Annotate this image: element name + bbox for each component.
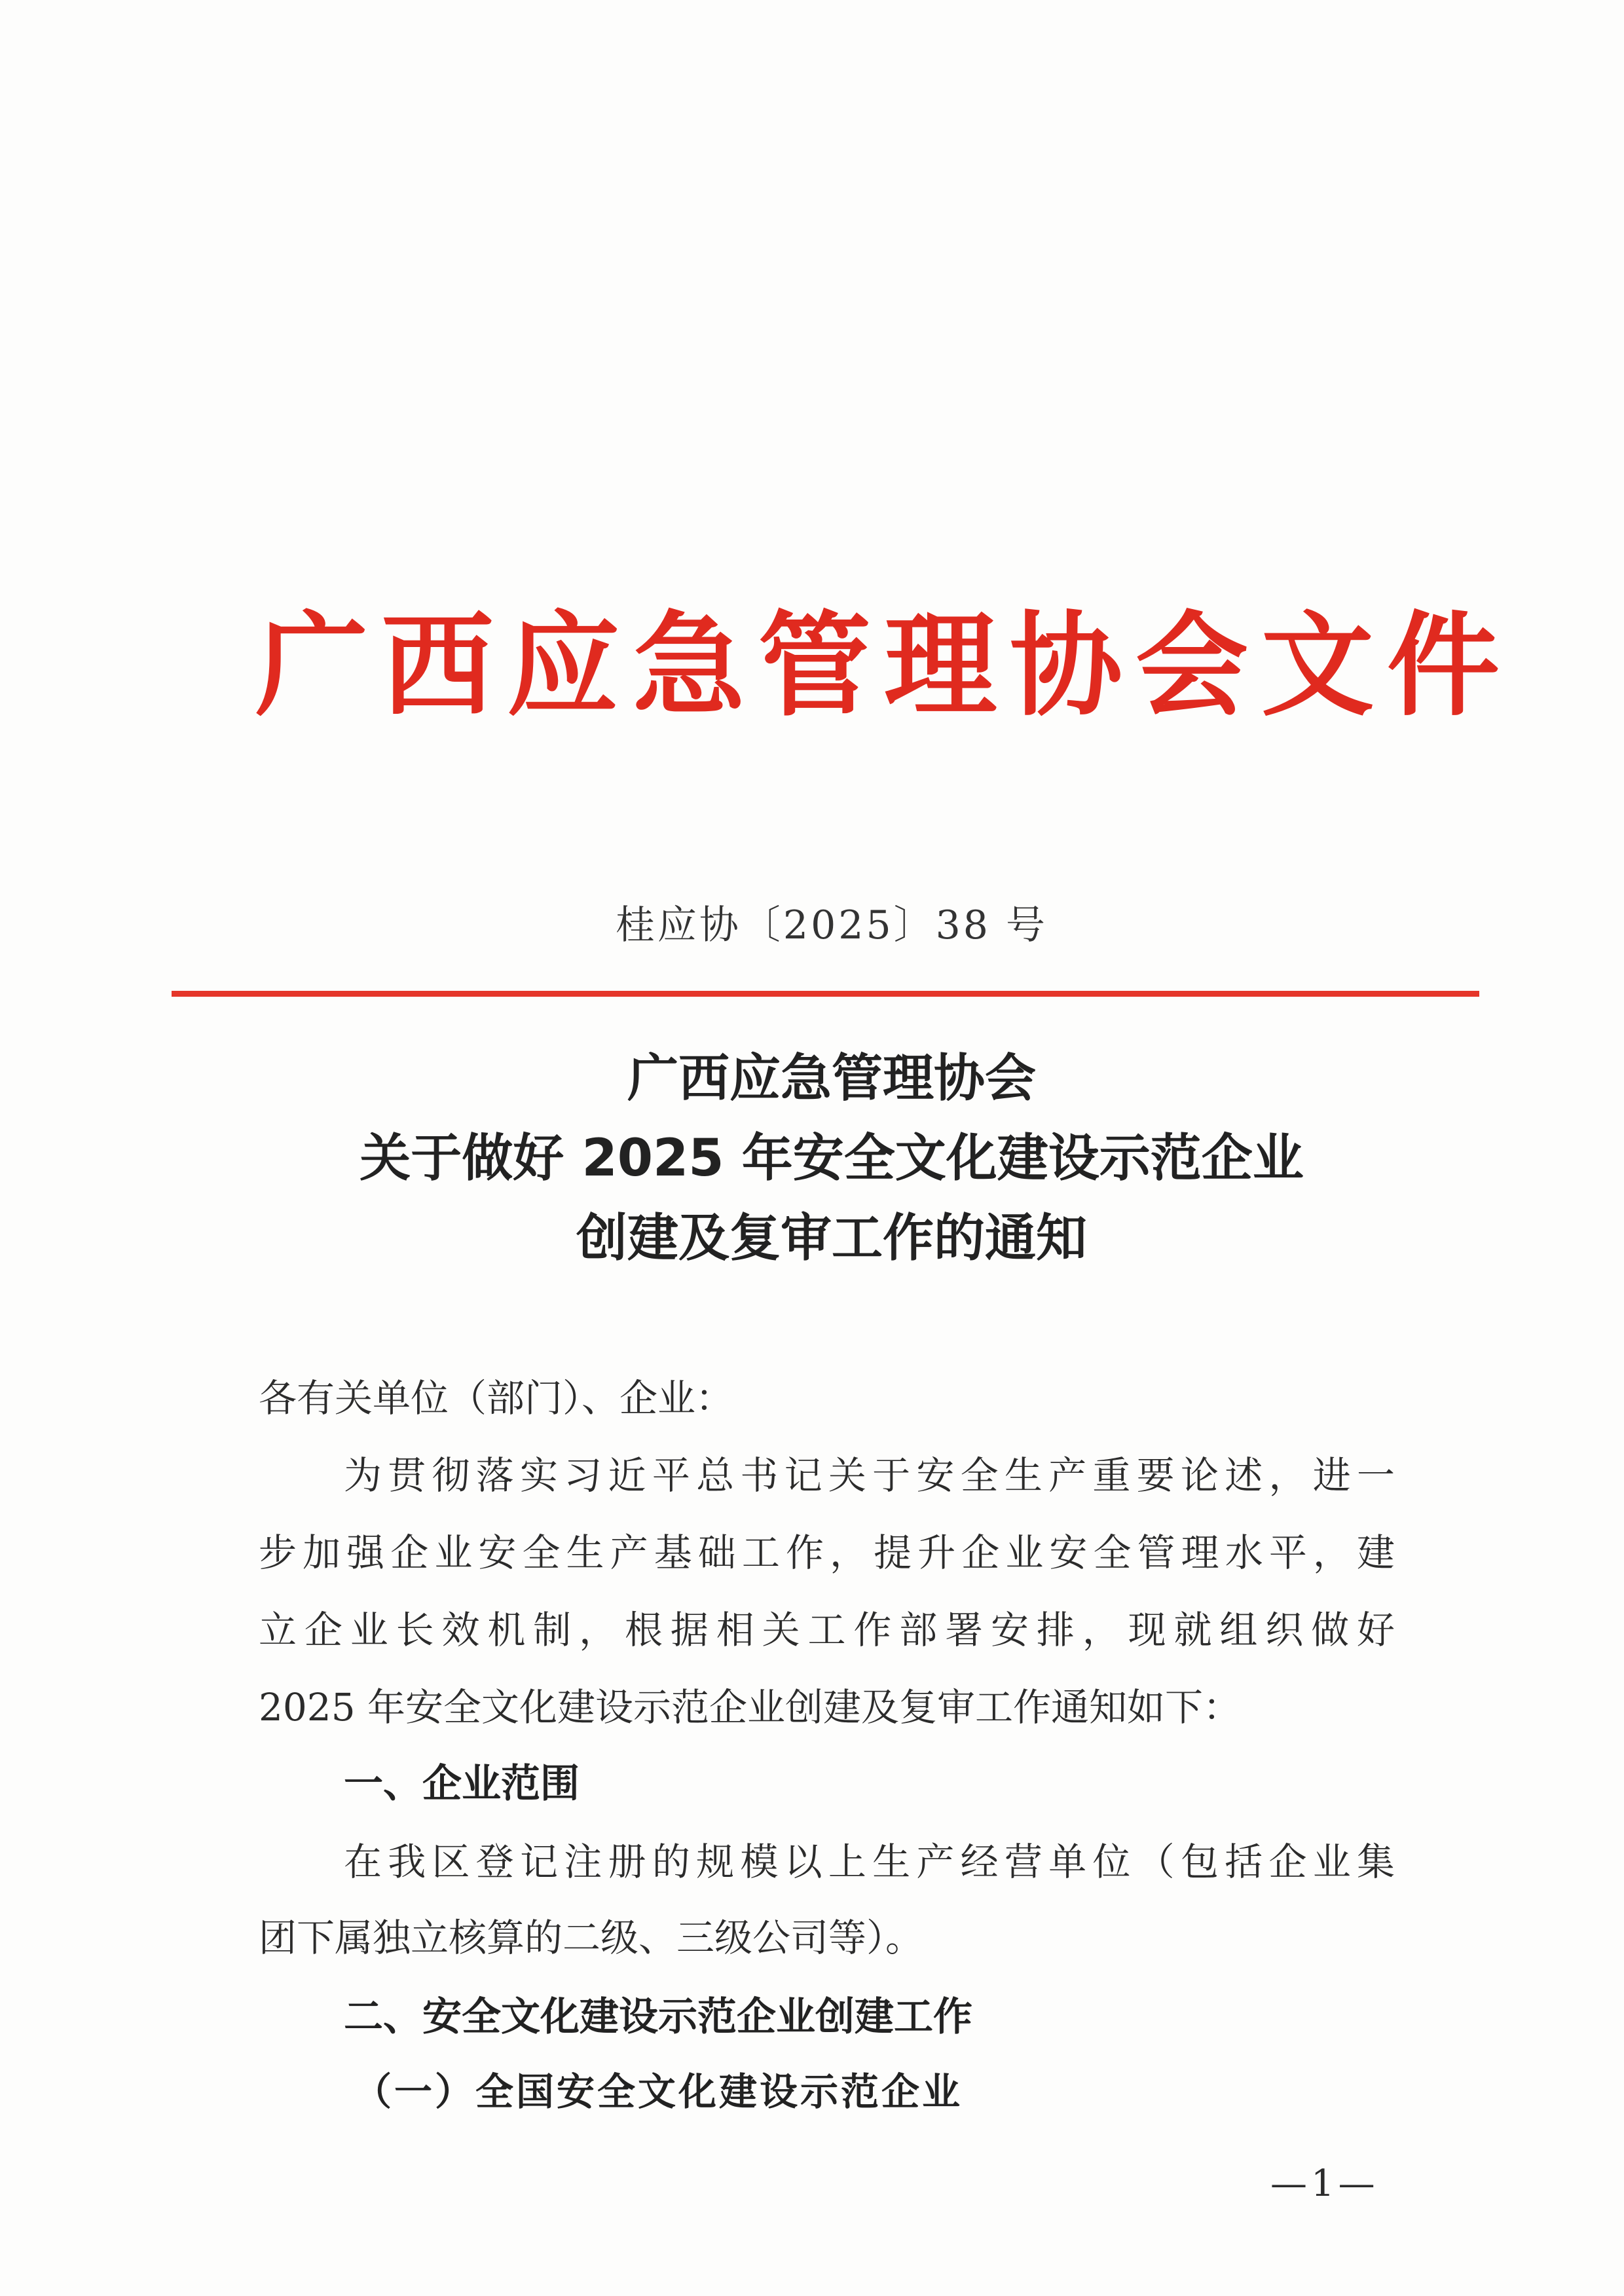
section-1-line-2: 团下属独立核算的二级、三级公司等）。 bbox=[259, 1916, 924, 1960]
notice-title-line-2: 关于做好 2025 年安全文化建设示范企业 bbox=[360, 1129, 1304, 1188]
notice-title-line-1: 广西应急管理协会 bbox=[627, 1049, 1036, 1108]
notice-title-line-3: 创建及复审工作的通知 bbox=[576, 1209, 1087, 1268]
masthead-title: 广西应急管理协会文件 bbox=[255, 599, 1513, 731]
page-number: —1— bbox=[1270, 2162, 1379, 2205]
salutation: 各有关单位（部门）、企业： bbox=[259, 1376, 734, 1420]
section-2-heading: 二、安全文化建设示范企业创建工作 bbox=[344, 1994, 972, 2040]
section-1-line-1: 在我区登记注册的规模以上生产经营单位（包括企业集 bbox=[344, 1840, 1395, 1884]
intro-line-2: 步加强企业安全生产基础工作，提升企业安全管理水平，建 bbox=[259, 1530, 1395, 1575]
red-divider-line bbox=[172, 991, 1479, 997]
section-2-subheading: （一）全国安全文化建设示范企业 bbox=[354, 2069, 963, 2114]
section-1-heading: 一、企业范围 bbox=[344, 1761, 580, 1807]
document-number: 桂应协〔2025〕38 号 bbox=[615, 902, 1048, 948]
intro-line-1: 为贯彻落实习近平总书记关于安全生产重要论述，进一 bbox=[344, 1453, 1395, 1498]
intro-line-4: 2025 年安全文化建设示范企业创建及复审工作通知如下： bbox=[259, 1685, 1242, 1730]
intro-line-3: 立企业长效机制，根据相关工作部署安排，现就组织做好 bbox=[259, 1608, 1395, 1652]
